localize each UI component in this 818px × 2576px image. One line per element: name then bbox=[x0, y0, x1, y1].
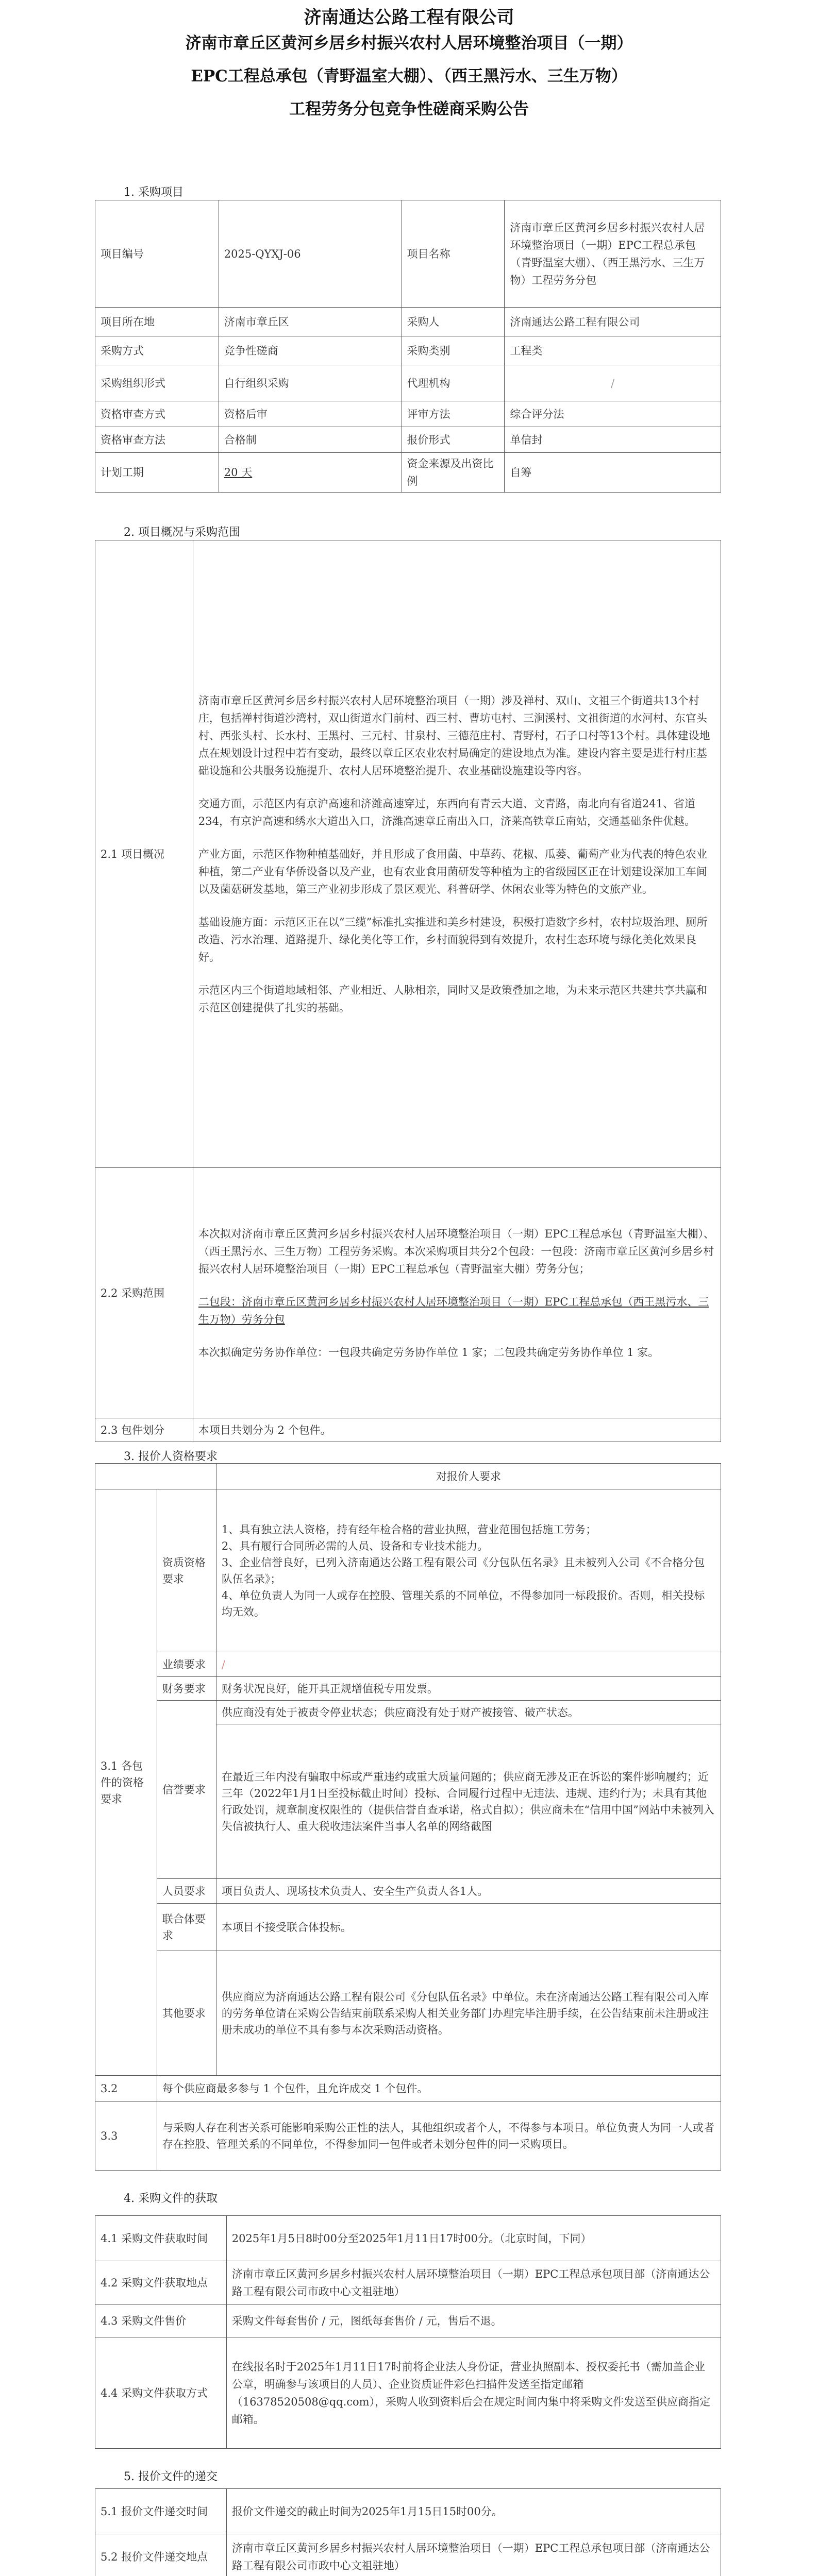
cell-value: 工程类 bbox=[505, 336, 721, 365]
table-row bbox=[95, 308, 721, 336]
acq-label: 4.3 采购文件售价 bbox=[95, 2304, 227, 2337]
credit-content-2: 在最近三年内没有骗取中标或严重违约或重大质量问题的；供应商无涉及正在诉讼的案件影响履约；近三年（2022年1月1日至投标截止时间）投标、合同履行过程中无违法、违规、违约行为；未具有其他行政处罚，规章制度权限性的（提供信誉自查承诺，格式自拟）；供应商未在“信用中国”网站中未被列入失信被执行人、重大税收违法案件当事人名单的网络截图 bbox=[216, 1724, 721, 1879]
title-line-2: EPC工程总承包（青野温室大棚）、（西王黑污水、三生万物） bbox=[191, 67, 627, 86]
title-line-1: 济南市章丘区黄河乡居乡村振兴农村人居环境整治项目（一期） bbox=[185, 34, 633, 53]
scope-paragraph: 本次拟对济南市章丘区黄河乡居乡村振兴农村人居环境整治项目（一期）EPC工程总承包（青野温室大棚）、（西王黑污水、三生万物）工程劳务采购。本次采购项目共分2个包段：一包段：济南市章丘区黄河乡居乡村振兴农村人居环境整治项目（一期）EPC工程总承包（青野温室大棚）劳务分包； bbox=[198, 1227, 714, 1275]
table-row bbox=[95, 2216, 721, 2261]
table-row bbox=[95, 2337, 721, 2449]
acq-label: 4.2 采购文件获取地点 bbox=[95, 2261, 227, 2304]
table-row bbox=[95, 365, 721, 401]
cell-value: / bbox=[505, 365, 721, 401]
table-row bbox=[95, 1168, 721, 1418]
sub-value: 济南市章丘区黄河乡居乡村振兴农村人居环境整治项目（一期）EPC工程总承包项目部（济南通达公路工程有限公司市政中心文祖驻地） bbox=[226, 2534, 721, 2576]
table-row bbox=[95, 1652, 721, 1677]
cell-value: 竞争性磋商 bbox=[219, 336, 402, 365]
cell-label: 报价形式 bbox=[402, 427, 505, 453]
qual-item: 2、具有履行合同所必需的人员、设备和专业技术能力。 bbox=[221, 1539, 489, 1552]
r33-content: 与采购人存在利害关系可能影响采购公正性的法人，其他组织或者个人，不得参与本项目。单位负责人为同一人或者存在控股、管理关系的不同单位，不得参加同一包件或者未划分包件的同一采购项目。 bbox=[157, 2102, 721, 2171]
staff-content: 项目负责人、现场技术负责人、安全生产负责人各1人。 bbox=[216, 1879, 721, 1904]
cell-label: 评审方法 bbox=[402, 401, 505, 427]
table-row bbox=[95, 453, 721, 493]
announcement-title bbox=[77, 27, 741, 126]
table-row bbox=[95, 1677, 721, 1701]
table-row bbox=[95, 540, 721, 1168]
table-row bbox=[95, 200, 721, 308]
cell-label: 代理机构 bbox=[402, 365, 505, 401]
r33-label: 3.3 bbox=[95, 2102, 157, 2171]
sub-label: 5.1 报价文件递交时间 bbox=[95, 2489, 227, 2534]
acq-value: 济南市章丘区黄河乡居乡村振兴农村人居环境整治项目（一期）EPC工程总承包项目部（济南通达公路工程有限公司市政中心文祖驻地） bbox=[226, 2261, 721, 2304]
table-row bbox=[95, 401, 721, 427]
cell-label: 计划工期 bbox=[95, 453, 219, 493]
cell-label: 项目名称 bbox=[402, 200, 505, 308]
qualification-table bbox=[95, 1463, 721, 2171]
table-row bbox=[95, 1951, 721, 2076]
cell-label: 资金来源及出资比例 bbox=[402, 453, 505, 493]
qualification-group-label: 3.1 各包件的资格要求 bbox=[95, 1489, 157, 2076]
cell-value: 济南市章丘区黄河乡居乡村振兴农村人居环境整治项目（一期）EPC工程总承包（青野温室大棚）、（西王黑污水、三生万物）工程劳务分包 bbox=[505, 200, 721, 308]
section-2-heading: 2. 项目概况与采购范围 bbox=[124, 526, 240, 539]
credit-content: 供应商没有处于被责令停业状态；供应商没有处于财产被接管、破产状态。 bbox=[216, 1701, 721, 1724]
fin-content: 财务状况良好，能开具正规增值税专用发票。 bbox=[216, 1677, 721, 1701]
table-row bbox=[95, 336, 721, 365]
cell-value: 合格制 bbox=[219, 427, 402, 453]
acq-label: 4.1 采购文件获取时间 bbox=[95, 2216, 227, 2261]
cell-label: 采购人 bbox=[402, 308, 505, 336]
section-5-heading: 5. 报价文件的递交 bbox=[124, 2470, 218, 2483]
cell-value: 单信封 bbox=[505, 427, 721, 453]
qual-content bbox=[216, 1489, 721, 1652]
acq-label: 4.4 采购文件获取方式 bbox=[95, 2337, 227, 2449]
fin-label: 财务要求 bbox=[157, 1677, 216, 1701]
scope-content bbox=[193, 1168, 721, 1418]
cell-label: 采购方式 bbox=[95, 336, 219, 365]
table-row bbox=[95, 427, 721, 453]
scope-label: 2.2 采购范围 bbox=[95, 1168, 193, 1418]
cell-value: 自行组织采购 bbox=[219, 365, 402, 401]
overview-paragraph: 基础设施方面：示范区正在以“三缆”标准扎实推进和美乡村建设，积极打造数字乡村，农村垃圾治理、厕所改造、污水治理、道路提升、绿化美化等工作，乡村面貌得到有效提升，农村生态环境与绿化美化效果良好。 bbox=[198, 916, 708, 963]
scope-paragraph: 二包段：济南市章丘区黄河乡居乡村振兴农村人居环境整治项目（一期）EPC工程总承包（西王黑污水、三生万物）劳务分包 bbox=[198, 1295, 709, 1326]
table-row bbox=[95, 1879, 721, 1904]
table-row bbox=[95, 2261, 721, 2304]
r32-label: 3.2 bbox=[95, 2076, 157, 2102]
overview-paragraph: 济南市章丘区黄河乡居乡村振兴农村人居环境整治项目（一期）涉及禅村、双山、文祖三个街道共13个村庄，包括禅村街道沙湾村，双山街道水门前村、西三村、曹坊屯村、三涧溪村、文祖街道的水河村、东官头村、西张头村、长水村、王黑村、三元村、甘泉村、三德范庄村、青野村，石子口村等13个村。具体建设地点在规划设计过程中若有变动，最终以章丘区农业农村局确定的建设地点为准。建设内容主要是进行村庄基础设施和公共服务设施提升、农村人居环境整治提升、农业基础设施建设等内容。 bbox=[198, 694, 710, 777]
acq-value: 2025年1月5日8时00分至2025年1月11日17时00分。（北京时间，下同） bbox=[226, 2216, 721, 2261]
qual-label: 资质资格要求 bbox=[157, 1489, 216, 1652]
table-row bbox=[95, 2102, 721, 2171]
project-info-table bbox=[95, 200, 721, 493]
acq-value: 采购文件每套售价 / 元，图纸每套售价 / 元，售后不退。 bbox=[226, 2304, 721, 2337]
cell-value: 20 天 bbox=[219, 453, 402, 493]
qual-item: 3、企业信誉良好，已列入济南通达公路工程有限公司《分包队伍名录》且未被列入公司《不合格分包队伍名录》； bbox=[221, 1556, 705, 1585]
consortium-label: 联合体要求 bbox=[157, 1904, 216, 1951]
cell-label: 项目编号 bbox=[95, 200, 219, 308]
cell-value: 综合评分法 bbox=[505, 401, 721, 427]
cell-value: 济南市章丘区 bbox=[219, 308, 402, 336]
qual-item: 1、具有独立法人资格，持有经年检合格的营业执照，营业范围包括施工劳务； bbox=[221, 1523, 597, 1536]
section-3-heading: 3. 报价人资格要求 bbox=[124, 1450, 218, 1463]
section-1-heading: 1. 采购项目 bbox=[124, 186, 183, 199]
cell-label: 项目所在地 bbox=[95, 308, 219, 336]
cell-label: 资格审查方法 bbox=[95, 427, 219, 453]
acq-value: 在线报名时于2025年1月11日17时前将企业法人身份证，营业执照副本、授权委托书（需加盖企业公章，明确参与该项目的人员）、企业资质证件彩色扫描件发送至指定邮箱（16378520508@qq.com），采购人收到资料后会在规定时间内集中将采购文件发送至供应商指定邮箱。 bbox=[226, 2337, 721, 2449]
cell-value: 资格后审 bbox=[219, 401, 402, 427]
cell-value: 自筹 bbox=[505, 453, 721, 493]
section-4-heading: 4. 采购文件的获取 bbox=[124, 2192, 218, 2205]
company-name: 济南通达公路工程有限公司 bbox=[304, 7, 514, 28]
credit-label: 信誉要求 bbox=[157, 1701, 216, 1879]
document-acquisition-table bbox=[95, 2215, 721, 2449]
scope-paragraph: 本次拟确定劳务协作单位：一包段共确定劳务协作单位 1 家；二包段共确定劳务协作单位 1 家。 bbox=[198, 1346, 659, 1359]
division-label: 2.3 包件划分 bbox=[95, 1418, 193, 1442]
table-row bbox=[95, 2304, 721, 2337]
perf-content: / bbox=[216, 1652, 721, 1677]
overview-paragraph: 交通方面，示范区内有京沪高速和济潍高速穿过，东西向有青云大道、文青路，南北向有省道241、省道234，有京沪高速和绣水大道出入口，济潍高速章丘南出入口，济莱高铁章丘南站，交通基础条件优越。 bbox=[198, 797, 695, 827]
table-row bbox=[95, 2534, 721, 2576]
cell-label: 采购类别 bbox=[402, 336, 505, 365]
cell-label: 资格审查方式 bbox=[95, 401, 219, 427]
cell-value: 济南通达公路工程有限公司 bbox=[505, 308, 721, 336]
table-row bbox=[95, 1904, 721, 1951]
perf-label: 业绩要求 bbox=[157, 1652, 216, 1677]
submission-table bbox=[95, 2488, 721, 2576]
table-row bbox=[95, 1464, 721, 1489]
table-row bbox=[95, 1418, 721, 1442]
overview-label: 2.1 项目概况 bbox=[95, 540, 193, 1168]
overview-paragraph: 产业方面，示范区作物种植基础好，并且形成了食用菌、中草药、花椒、瓜蒌、葡萄产业为代表的特色农业种植，第二产业有华侨设备以及产业，也有农业食用菌研发等种植为主的省级园区正在计划建设深加工车间以及菌菇研发基地，第三产业初步形成了景区观光、科普研学、休闲农业等为特色的文旅产业。 bbox=[198, 848, 707, 895]
cell-value: 2025-QYXJ-06 bbox=[219, 200, 402, 308]
division-content: 本项目共划分为 2 个包件。 bbox=[193, 1418, 721, 1442]
r32-content: 每个供应商最多参与 1 个包件，且允许成交 1 个包件。 bbox=[157, 2076, 721, 2102]
table-row bbox=[95, 2489, 721, 2534]
title-line-3: 工程劳务分包竞争性磋商采购公告 bbox=[289, 100, 529, 118]
sub-value: 报价文件递交的截止时间为2025年1月15日15时00分。 bbox=[226, 2489, 721, 2534]
table-row bbox=[95, 1489, 721, 1652]
staff-label: 人员要求 bbox=[157, 1879, 216, 1904]
qual-item: 4、单位负责人为同一人或存在控股、管理关系的不同单位，不得参加同一标段报价。否则，相关投标均无效。 bbox=[221, 1589, 705, 1618]
qualification-header: 对报价人要求 bbox=[216, 1464, 721, 1489]
other-label: 其他要求 bbox=[157, 1951, 216, 2076]
overview-content bbox=[193, 540, 721, 1168]
table-row bbox=[95, 1701, 721, 1724]
overview-paragraph: 示范区内三个街道地域相邻、产业相近、人脉相亲，同时又是政策叠加之地，为未来示范区共建共享共赢和示范区创建提供了扎实的基础。 bbox=[198, 984, 707, 1014]
cell-label: 采购组织形式 bbox=[95, 365, 219, 401]
project-overview-table bbox=[95, 540, 721, 1442]
consortium-content: 本项目不接受联合体投标。 bbox=[216, 1904, 721, 1951]
table-row bbox=[95, 2076, 721, 2102]
sub-label: 5.2 报价文件递交地点 bbox=[95, 2534, 227, 2576]
other-content: 供应商应为济南通达公路工程有限公司《分包队伍名录》中单位。未在济南通达公路工程有限公司入库的劳务单位请在采购公告结束前联系采购人相关业务部门办理完毕注册手续，在公告结束前未注册或注册未成功的单位不具有参与本次采购活动资格。 bbox=[216, 1951, 721, 2076]
